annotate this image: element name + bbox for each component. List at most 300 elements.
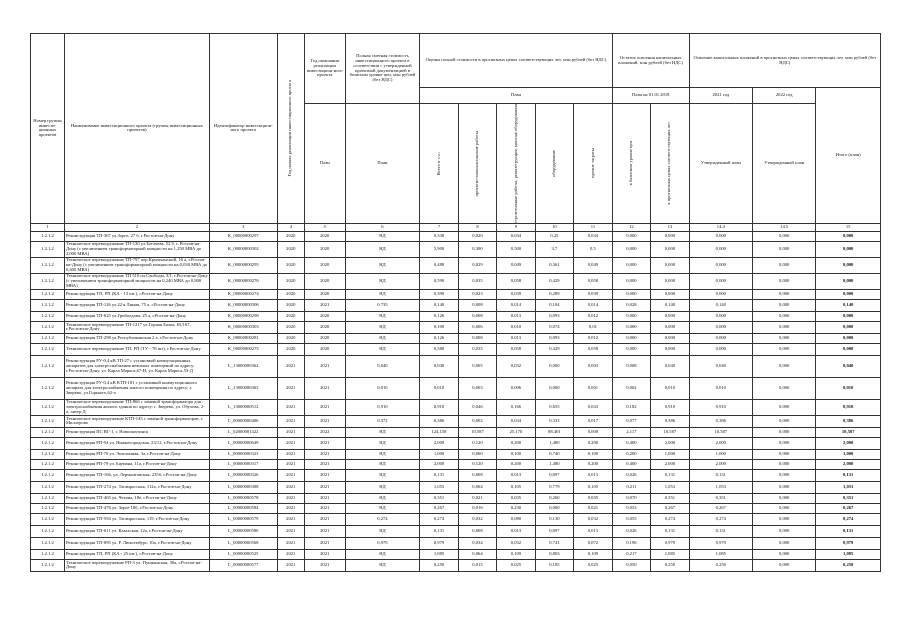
table-row bbox=[31, 321, 881, 333]
header-total-plan: Итого (план) bbox=[816, 88, 881, 224]
column-number: 10 bbox=[535, 223, 573, 231]
header-year-start bbox=[277, 34, 304, 224]
table-cell: 0,104 bbox=[535, 299, 573, 311]
table-cell: 1.2.1.2 bbox=[31, 427, 65, 437]
table-cell: 0,01 bbox=[574, 321, 613, 333]
table-cell: 0,010 bbox=[689, 377, 752, 399]
header-sub-total bbox=[420, 104, 458, 224]
table-cell: 0,000 bbox=[535, 503, 573, 513]
table-cell: 0,000 bbox=[752, 459, 815, 469]
table-cell: 2021 bbox=[277, 399, 304, 415]
header-year-2021: 2021 год bbox=[689, 88, 752, 104]
header-sub-smr bbox=[497, 104, 535, 224]
table-cell: 1.2.1.2 bbox=[31, 377, 65, 399]
project-name-cell: Техническое перевооружение ТП-797 пер.Крымчанский, 16 а, г.Ростов-на-Дону (с увеличением трансформаторной мощности на 0,030 МВА до 0,400 МВА) bbox=[64, 257, 209, 273]
table-cell: 0,000 bbox=[651, 333, 689, 343]
table-cell: K_00000000281 bbox=[209, 333, 277, 343]
table-cell: 2021 bbox=[277, 377, 304, 399]
table-cell: 0,741 bbox=[535, 537, 573, 549]
table-cell: 0,000 bbox=[651, 343, 689, 355]
header-year-end: Год окончания реализации инвестицион-ного проекта bbox=[304, 34, 345, 104]
table-cell: НД bbox=[345, 469, 420, 481]
table-cell: L_00000000577 bbox=[209, 559, 277, 571]
table-cell: 0,000 bbox=[752, 343, 815, 355]
table-cell: 0,000 bbox=[651, 311, 689, 321]
table-cell: 1,085 bbox=[689, 549, 752, 559]
table-cell: НД bbox=[345, 459, 420, 469]
table-row bbox=[31, 437, 881, 449]
table-cell: 0,014 bbox=[574, 299, 613, 311]
project-name-cell: Реконструкция РП-70 ул. Эшелонная, 3а, г.Ростов-на-Дону bbox=[64, 449, 209, 459]
table-cell: 0,274 bbox=[420, 513, 458, 525]
table-body bbox=[31, 231, 881, 571]
project-name-cell: Реконструкция ТП-274 ул. Таганрогская, 112а, г.Ростов-на-Дону bbox=[64, 481, 209, 493]
table-cell: 0,058 bbox=[574, 343, 613, 355]
table-cell: 0,000 bbox=[651, 241, 689, 257]
table-cell: 0,289 bbox=[535, 289, 573, 299]
table-cell: 1.2.1.2 bbox=[31, 513, 65, 525]
table-cell: 0,000 bbox=[752, 399, 815, 415]
table-cell: 0,131 bbox=[816, 469, 881, 481]
project-name-cell: Реконструкция ТП, РП (КА - 25 шт.), г.Ростов-на-Дону bbox=[64, 549, 209, 559]
header-year-start-text: Год начала реализации инвестиционного проекта bbox=[287, 80, 293, 177]
investment-projects-table bbox=[30, 33, 881, 572]
project-name-cell: Реконструкция ТП-895 ул. Р. Люксембург, 10а, г.Ростов-на-Дону bbox=[64, 537, 209, 549]
project-name-cell: Реконструкция РУ-0,4 кВ КТП-181 с установкой коммутационного аппарата для электроснабжения жилого помещения по адресу: г. Зверево, ул.Горького,62-а bbox=[64, 377, 209, 399]
table-cell: 0,250 bbox=[651, 559, 689, 571]
table-cell: 0,120 bbox=[458, 437, 496, 449]
table-cell: 2021 bbox=[304, 481, 345, 493]
table-cell: 0,274 bbox=[689, 513, 752, 525]
table-cell: 0,008 bbox=[458, 525, 496, 537]
table-cell: 0,000 bbox=[689, 343, 752, 355]
table-cell: 2020 bbox=[304, 273, 345, 289]
table-cell: 0,008 bbox=[458, 311, 496, 321]
table-cell: 88,401 bbox=[535, 427, 573, 437]
table-cell: 0,000 bbox=[816, 241, 881, 257]
table-cell: 2022 bbox=[304, 427, 345, 437]
table-cell: 0,000 bbox=[816, 311, 881, 321]
table-cell: 0,267 bbox=[651, 503, 689, 513]
table-cell: 0,013 bbox=[497, 525, 535, 537]
table-cell: 0,166 bbox=[497, 399, 535, 415]
table-cell: 1.2.1.2 bbox=[31, 537, 65, 549]
table-cell: 0,200 bbox=[574, 437, 613, 449]
column-number: 15 bbox=[816, 223, 881, 231]
table-cell: 0,053 bbox=[612, 503, 650, 513]
table-cell: L_00000000580 bbox=[209, 525, 277, 537]
table-cell: 1.2.1.2 bbox=[31, 343, 65, 355]
table-cell: 0,058 bbox=[497, 343, 535, 355]
table-cell: L_00000000578 bbox=[209, 493, 277, 503]
table-cell: 2020 bbox=[277, 321, 304, 333]
table-cell: 2021 bbox=[277, 459, 304, 469]
table-cell: 1,053 bbox=[689, 481, 752, 493]
table-cell: 0,032 bbox=[574, 513, 613, 525]
project-name-cell: Техническое перевооружение ТП-1217 ул.Горная Балка, 65/167, г.Ростов-на-Дону bbox=[64, 321, 209, 333]
table-cell: 0,000 bbox=[752, 437, 815, 449]
table-cell: L_00000000584 bbox=[209, 503, 277, 513]
header-sub-other bbox=[574, 104, 613, 224]
table-cell: 124,158 bbox=[420, 427, 458, 437]
table-cell: 2021 bbox=[304, 449, 345, 459]
header-sub-other-text: прочие затраты bbox=[589, 148, 595, 179]
table-cell: 0,008 bbox=[612, 355, 650, 377]
table-cell: 0,046 bbox=[458, 399, 496, 415]
project-name-cell: Реконструкция ТП-594 ул. Таганрогская, 119, г.Ростов-на-Дону bbox=[64, 513, 209, 525]
table-cell: 25,170 bbox=[497, 427, 535, 437]
column-number: 14.4 bbox=[689, 223, 752, 231]
table-cell: 2021 bbox=[277, 503, 304, 513]
table-cell: 0,003 bbox=[458, 377, 496, 399]
table-cell: K_00000000306 bbox=[209, 299, 277, 311]
table-cell: 2,000 bbox=[689, 459, 752, 469]
header-sub-forecast bbox=[651, 104, 689, 224]
table-cell: 0,351 bbox=[651, 493, 689, 503]
table-cell: 0,010 bbox=[345, 377, 420, 399]
header-full-cost: Полная сметная стоимость инвестиционного проекта в соответствии с утвержденной проектной документацией в базисном уровне цен, млн рублей (без НДС) bbox=[345, 34, 420, 104]
table-cell: 0,000 bbox=[651, 321, 689, 333]
header-capex: Освоение капитальных вложений в прогнозных ценах соответствующих лет, млн рублей (без НДС) bbox=[689, 34, 880, 88]
column-number: 14.5 bbox=[752, 223, 815, 231]
table-cell: НД bbox=[345, 289, 420, 299]
table-cell: 1.2.1.2 bbox=[31, 459, 65, 469]
table-cell: 0,000 bbox=[612, 273, 650, 289]
table-cell: 1.2.1.2 bbox=[31, 469, 65, 481]
table-cell: НД bbox=[345, 321, 420, 333]
table-cell: 0,910 bbox=[345, 399, 420, 415]
table-cell: 0,000 bbox=[689, 321, 752, 333]
table-cell: 0,200 bbox=[612, 449, 650, 459]
header-year-2022: 2022 год bbox=[752, 88, 815, 104]
header-sub-base bbox=[612, 104, 650, 224]
table-cell: 0,000 bbox=[752, 333, 815, 343]
table-cell: 0,910 bbox=[651, 399, 689, 415]
project-name-cell: Реконструкция ТП-465 ул. Чехова, 18е, г.Ростов-на-Дону bbox=[64, 493, 209, 503]
table-cell: 0,000 bbox=[689, 273, 752, 289]
table-cell: 2020 bbox=[277, 343, 304, 355]
table-cell: 1,085 bbox=[420, 549, 458, 559]
table-cell: 0,000 bbox=[752, 241, 815, 257]
table-cell: 0,000 bbox=[816, 231, 881, 241]
table-cell: 3,7 bbox=[535, 241, 573, 257]
table-cell: 0,000 bbox=[689, 289, 752, 299]
table-cell: 0,000 bbox=[752, 355, 815, 377]
table-cell: 1.2.1.2 bbox=[31, 399, 65, 415]
table-cell: НД bbox=[345, 503, 420, 513]
table-cell: 0,386 bbox=[651, 415, 689, 427]
table-cell: 0,803 bbox=[535, 549, 573, 559]
table-cell: 2021 bbox=[304, 559, 345, 571]
table-cell: 0,400 bbox=[612, 459, 650, 469]
table-cell: 0,012 bbox=[574, 333, 613, 343]
table-cell: 0,003 bbox=[574, 355, 613, 377]
table-cell: 0,000 bbox=[612, 289, 650, 299]
table-cell: L_00000000525 bbox=[209, 549, 277, 559]
table-cell: 0,979 bbox=[816, 537, 881, 549]
table-cell: 1.2.1.2 bbox=[31, 231, 65, 241]
table-row bbox=[31, 549, 881, 559]
table-row bbox=[31, 311, 881, 321]
table-cell: 1,085 bbox=[816, 549, 881, 559]
table-cell: 0,429 bbox=[535, 343, 573, 355]
project-name-cell: Реконструкция ТП-126 ул.22 я Линия, 75 а, г.Ростов-на-Дону bbox=[64, 299, 209, 311]
table-cell: 1,053 bbox=[651, 481, 689, 493]
header-approved-2022: Утвержденный план bbox=[752, 104, 815, 224]
table-cell: 1.2.1.2 bbox=[31, 299, 65, 311]
table-cell: 2021 bbox=[277, 525, 304, 537]
table-cell: 2,117 bbox=[612, 427, 650, 437]
table-cell: 1.2.1.2 bbox=[31, 559, 65, 571]
table-cell: 0,000 bbox=[752, 525, 815, 537]
table-cell: 1,053 bbox=[420, 481, 458, 493]
table-row bbox=[31, 503, 881, 513]
table-cell: 0,000 bbox=[816, 257, 881, 273]
table-row bbox=[31, 481, 881, 493]
header-estimate: Оценка полной стоимости в прогнозных ценах соответствующих лет, млн рублей (без НДС) bbox=[420, 34, 612, 88]
table-cell: 0,274 bbox=[345, 513, 420, 525]
table-row bbox=[31, 469, 881, 481]
project-name-cell: Техническое перевооружение ТП-130 ул.Богачева, 52 б, г. Ростов-на-Дону (с увеличением трансформаторной мощности на 1,250 МВА до 2,000 МВА) bbox=[64, 241, 209, 257]
table-cell: 2021 bbox=[277, 427, 304, 437]
table-cell: 0,361 bbox=[535, 257, 573, 273]
table-cell: НД bbox=[345, 481, 420, 493]
header-sub-forecast-text: в прогнозных ценах соответствующих лет bbox=[666, 122, 672, 205]
table-cell: 2020 bbox=[304, 257, 345, 273]
table-cell: НД bbox=[345, 559, 420, 571]
table-cell: 0,140 bbox=[420, 299, 458, 311]
table-cell: 1.2.1.2 bbox=[31, 481, 65, 493]
table-cell: 2021 bbox=[304, 399, 345, 415]
table-cell: 0,026 bbox=[612, 525, 650, 537]
table-cell: 0,372 bbox=[345, 415, 420, 427]
table-cell: 2,000 bbox=[420, 437, 458, 449]
column-number: 1 bbox=[31, 223, 65, 231]
table-row bbox=[31, 299, 881, 311]
table-cell: 0,109 bbox=[497, 549, 535, 559]
table-cell: 2021 bbox=[277, 549, 304, 559]
table-cell: 0,400 bbox=[612, 437, 650, 449]
table-cell: 2021 bbox=[277, 513, 304, 525]
table-cell: 2020 bbox=[304, 321, 345, 333]
table-cell: 2021 bbox=[277, 469, 304, 481]
table-cell: НД bbox=[345, 437, 420, 449]
table-cell: 2021 bbox=[304, 299, 345, 311]
table-cell: НД bbox=[345, 231, 420, 241]
table-cell: 1.2.1.2 bbox=[31, 437, 65, 449]
table-cell: 2,000 bbox=[689, 437, 752, 449]
table-cell: 0,000 bbox=[689, 231, 752, 241]
project-name-cell: Реконструкция ТП-625 ул.Грибоедова, 25 а, г.Ростов-на-Дону bbox=[64, 311, 209, 321]
table-cell: 0,049 bbox=[574, 257, 613, 273]
table-cell: 2021 bbox=[304, 415, 345, 427]
table-cell: 0,000 bbox=[612, 231, 650, 241]
table-cell: 0,093 bbox=[535, 333, 573, 343]
table-cell: 0,000 bbox=[752, 273, 815, 289]
table-cell: 0,000 bbox=[752, 321, 815, 333]
table-cell: 0,211 bbox=[612, 481, 650, 493]
table-cell: 0,000 bbox=[612, 257, 650, 273]
table-cell: 0,267 bbox=[816, 503, 881, 513]
header-sub-pir-text: проектно-изыскательские работы bbox=[474, 130, 480, 197]
table-cell: 2021 bbox=[304, 493, 345, 503]
table-cell: L_13000000363 bbox=[209, 377, 277, 399]
table-cell: 1.2.1.2 bbox=[31, 493, 65, 503]
table-cell: 10,587 bbox=[651, 427, 689, 437]
table-cell: 0,386 bbox=[689, 415, 752, 427]
table-cell: 0,386 bbox=[420, 415, 458, 427]
table-cell: 2020 bbox=[277, 299, 304, 311]
table-cell: 0,333 bbox=[535, 415, 573, 427]
header-plan-b: План bbox=[345, 104, 420, 224]
table-cell: 0,016 bbox=[458, 503, 496, 513]
table-cell: 0,000 bbox=[752, 513, 815, 525]
table-cell: 0,000 bbox=[574, 427, 613, 437]
table-cell: 0,035 bbox=[458, 343, 496, 355]
investment-table-sheet bbox=[30, 33, 881, 572]
table-cell: 10,587 bbox=[458, 427, 496, 437]
column-number: 9 bbox=[497, 223, 535, 231]
table-cell: 1.2.1.2 bbox=[31, 549, 65, 559]
table-cell: 0,026 bbox=[612, 469, 650, 481]
table-cell: 0,979 bbox=[651, 537, 689, 549]
table-cell: 2021 bbox=[277, 355, 304, 377]
table-cell: 0,000 bbox=[752, 299, 815, 311]
column-number: 8 bbox=[458, 223, 496, 231]
table-cell: 2021 bbox=[304, 537, 345, 549]
table-cell: 0,580 bbox=[420, 343, 458, 355]
table-cell: 0,740 bbox=[535, 449, 573, 459]
table-cell: 0,032 bbox=[458, 513, 496, 525]
table-cell: 0,5 bbox=[574, 241, 613, 257]
table-row bbox=[31, 493, 881, 503]
table-cell: 2020 bbox=[277, 289, 304, 299]
table-cell: K_00000000302 bbox=[209, 241, 277, 257]
table-cell: 0,131 bbox=[651, 525, 689, 537]
table-cell: 1.2.1.2 bbox=[31, 273, 65, 289]
table-cell: 0,131 bbox=[816, 525, 881, 537]
table-cell: L_13000000512 bbox=[209, 399, 277, 415]
table-cell: 0,032 bbox=[497, 355, 535, 377]
table-cell: L_00000000568 bbox=[209, 537, 277, 549]
header-sub-base-text: в базисном уровне цен bbox=[628, 141, 633, 186]
table-cell: 0,131 bbox=[689, 525, 752, 537]
table-cell: 1.2.1.2 bbox=[31, 503, 65, 513]
table-cell: 0,039 bbox=[497, 289, 535, 299]
table-row bbox=[31, 449, 881, 459]
column-number: 12 bbox=[612, 223, 650, 231]
header-estimate-plan: План bbox=[420, 88, 612, 104]
table-cell: 0,006 bbox=[497, 377, 535, 399]
table-cell: K_00000000295 bbox=[209, 257, 277, 273]
table-cell: 2021 bbox=[304, 549, 345, 559]
table-cell: 1.2.1.2 bbox=[31, 289, 65, 299]
table-cell: K_00000000275 bbox=[209, 343, 277, 355]
table-cell: 2020 bbox=[304, 241, 345, 257]
table-cell: K_00000000276 bbox=[209, 273, 277, 289]
table-cell: K_00000000274 bbox=[209, 289, 277, 299]
table-cell: 2,000 bbox=[816, 437, 881, 449]
table-cell: 2020 bbox=[277, 257, 304, 273]
table-cell: 0,000 bbox=[752, 231, 815, 241]
table-cell: 0,000 bbox=[535, 355, 573, 377]
table-cell: 0,060 bbox=[458, 449, 496, 459]
project-name-cell: Реконструкция ТП, РП (КА - 13 шт.), г.Ростов-на-Дону bbox=[64, 289, 209, 299]
table-cell: 0,014 bbox=[497, 299, 535, 311]
table-cell: 0,274 bbox=[816, 513, 881, 525]
table-cell: 2020 bbox=[304, 311, 345, 321]
table-cell: 0,008 bbox=[458, 469, 496, 481]
table-cell: 0,488 bbox=[420, 257, 458, 273]
table-cell: НД bbox=[345, 493, 420, 503]
table-cell: НД bbox=[345, 343, 420, 355]
table-cell: 0,006 bbox=[458, 321, 496, 333]
header-remaining: Остаток освоения капитальных вложений, млн рублей (без НДС) bbox=[612, 34, 689, 88]
table-cell: 1,085 bbox=[651, 549, 689, 559]
table-cell: 0,386 bbox=[816, 415, 881, 427]
table-cell: 0,131 bbox=[689, 469, 752, 481]
table-cell: 0,131 bbox=[420, 469, 458, 481]
table-cell: 0,000 bbox=[816, 343, 881, 355]
table-cell: 0,049 bbox=[497, 257, 535, 273]
table-cell: 2021 bbox=[304, 459, 345, 469]
project-name-cell: Техническое перевооружение КТП-145 с заменой трансформаторов, г. Миллерово bbox=[64, 415, 209, 427]
table-cell: НД bbox=[345, 449, 420, 459]
table-cell: 2020 bbox=[277, 333, 304, 343]
table-cell: 0,080 bbox=[497, 513, 535, 525]
table-cell: 1,000 bbox=[420, 449, 458, 459]
table-cell: 0,274 bbox=[651, 513, 689, 525]
table-cell: 0,021 bbox=[574, 503, 613, 513]
table-cell: 0,267 bbox=[420, 503, 458, 513]
table-cell: 0,013 bbox=[574, 525, 613, 537]
table-cell: 1.2.1.2 bbox=[31, 525, 65, 537]
table-cell: 0,000 bbox=[651, 257, 689, 273]
project-name-cell: Реконструкция РП-79 ул. Баумана, 11а, г.Ростов-на-Дону bbox=[64, 459, 209, 469]
table-cell: 0,200 bbox=[497, 459, 535, 469]
table-cell: 0,000 bbox=[816, 273, 881, 289]
table-cell: 10,587 bbox=[689, 427, 752, 437]
table-cell: 2020 bbox=[304, 289, 345, 299]
table-cell: 0,000 bbox=[612, 343, 650, 355]
table-cell: 2021 bbox=[304, 355, 345, 377]
table-cell: 0,196 bbox=[612, 537, 650, 549]
table-cell: 0,005 bbox=[458, 355, 496, 377]
table-cell: 2,000 bbox=[816, 459, 881, 469]
table-cell: НД bbox=[345, 549, 420, 559]
table-cell: 0,093 bbox=[535, 311, 573, 321]
table-cell: 0,429 bbox=[535, 273, 573, 289]
table-cell: НД bbox=[345, 311, 420, 321]
table-cell: 0,500 bbox=[497, 241, 535, 257]
table-cell: 2020 bbox=[304, 343, 345, 355]
table-cell: 0,000 bbox=[651, 273, 689, 289]
table-cell: 0,140 bbox=[689, 299, 752, 311]
table-cell: 0,140 bbox=[651, 299, 689, 311]
table-cell: 0,039 bbox=[574, 289, 613, 299]
table-row bbox=[31, 525, 881, 537]
table-cell: 0,000 bbox=[651, 289, 689, 299]
table-cell: 0,000 bbox=[651, 231, 689, 241]
table-cell: 2,000 bbox=[651, 459, 689, 469]
table-cell: 0,655 bbox=[535, 399, 573, 415]
table-cell: 0,126 bbox=[420, 311, 458, 321]
table-cell: 2021 bbox=[277, 449, 304, 459]
column-number: 5 bbox=[304, 223, 345, 231]
table-cell: 0,000 bbox=[816, 321, 881, 333]
table-cell: 0,010 bbox=[497, 321, 535, 333]
table-cell: 1,000 bbox=[651, 449, 689, 459]
